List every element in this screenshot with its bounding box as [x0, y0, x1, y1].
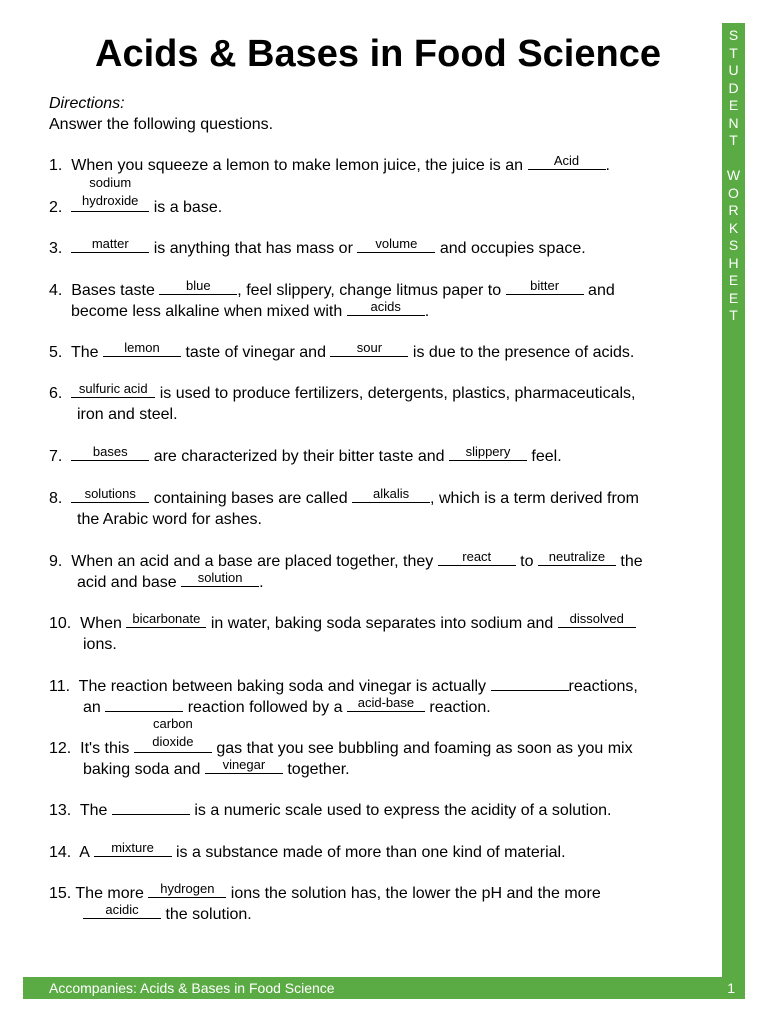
answer-blank[interactable] — [357, 238, 435, 253]
answer-blank[interactable] — [347, 697, 425, 712]
answer-blank[interactable] — [491, 676, 569, 691]
question-text: The more — [75, 885, 144, 902]
question-number: 10. — [49, 615, 72, 632]
question-text: acid and base — [77, 574, 177, 591]
answer-blank[interactable] — [159, 280, 237, 295]
answer-text: bicarbonate — [132, 611, 201, 626]
answer-blank[interactable] — [352, 488, 430, 503]
question-number: 1. — [49, 157, 63, 174]
answer-blank[interactable] — [105, 697, 183, 712]
question-text: together. — [287, 761, 350, 778]
answer-text: acids — [370, 299, 401, 314]
question-number: 2. — [49, 199, 63, 216]
question-text: is used to produce fertilizers, detergents, plastics, pharmaceuticals, — [159, 385, 636, 402]
question-text: reactions, — [568, 678, 638, 695]
answer-blank[interactable] — [134, 716, 212, 753]
question-number: 4. — [49, 282, 63, 299]
answer-blank[interactable] — [438, 551, 516, 566]
answer-text: sodium hydroxide — [82, 175, 139, 208]
student-worksheet-label: S T U D E N T W O R K S H E E T — [726, 27, 741, 323]
answer-text: solution — [197, 570, 243, 585]
question-text: The — [79, 802, 108, 819]
question-text: containing bases are called — [153, 490, 348, 507]
question-text: the solution. — [165, 906, 252, 923]
question-5 — [49, 342, 709, 363]
answer-text: carbon dioxide — [152, 716, 194, 749]
answer-blank[interactable] — [71, 488, 149, 503]
answer-text: acidic — [105, 902, 139, 917]
answer-blank[interactable] — [94, 842, 172, 857]
question-text: and occupies space. — [439, 240, 586, 257]
footer-text: Accompanies: Acids & Bases in Food Science — [49, 980, 335, 996]
question-text: reaction. — [429, 699, 491, 716]
question-text: become less alkaline when mixed with — [71, 303, 343, 320]
directions-label: Directions: — [49, 95, 125, 112]
answer-text: vinegar — [222, 757, 266, 772]
question-text: an — [83, 699, 101, 716]
answer-text: acid-base — [357, 695, 415, 710]
answer-blank[interactable] — [528, 155, 606, 170]
question-text: ions the solution has, the lower the pH and the more — [230, 885, 601, 902]
answer-text: bitter — [530, 278, 560, 293]
question-text: The reaction between baking soda and vinegar is actually — [78, 678, 487, 695]
question-number: 15. — [49, 885, 72, 902]
question-text: Bases taste — [71, 282, 155, 299]
question-text: reaction followed by a — [187, 699, 343, 716]
answer-text: hydrogen — [160, 881, 215, 896]
question-2 — [49, 175, 709, 218]
question-number: 8. — [49, 490, 63, 507]
question-3 — [49, 238, 709, 259]
answer-blank[interactable] — [71, 446, 149, 461]
question-6 — [49, 383, 709, 425]
answer-blank[interactable] — [71, 238, 149, 253]
page-number: 1 — [727, 980, 735, 996]
answer-text: Acid — [553, 153, 580, 168]
question-15 — [49, 883, 709, 925]
question-text: , feel slippery, change litmus paper to — [237, 282, 502, 299]
answer-text: solutions — [84, 486, 136, 501]
question-text: the Arabic word for ashes. — [77, 511, 262, 528]
answer-blank[interactable] — [205, 759, 283, 774]
question-text: When you squeeze a lemon to make lemon juice, the juice is an — [71, 157, 524, 174]
answer-text: dissolved — [569, 611, 624, 626]
question-text: taste of vinegar and — [185, 344, 326, 361]
answer-blank[interactable] — [112, 800, 190, 815]
question-text: to — [520, 553, 534, 570]
answer-blank[interactable] — [71, 383, 155, 398]
question-text: . — [259, 574, 264, 591]
question-10 — [49, 613, 709, 655]
question-1 — [49, 155, 709, 176]
question-text: are characterized by their bitter taste and — [153, 448, 445, 465]
answer-text: sour — [356, 340, 383, 355]
answer-text: react — [462, 549, 492, 564]
answer-blank[interactable] — [103, 342, 181, 357]
question-text: gas that you see bubbling and foaming as soon as you mix — [216, 740, 633, 757]
question-text: in water, baking soda separates into sodium and — [210, 615, 554, 632]
page-title: Acids & Bases in Food Science — [95, 33, 661, 75]
answer-blank[interactable] — [148, 883, 226, 898]
answer-text: lemon — [124, 340, 160, 355]
question-4 — [49, 280, 709, 322]
answer-text: slippery — [465, 444, 511, 459]
answer-text: mixture — [111, 840, 154, 855]
question-number: 3. — [49, 240, 63, 257]
answer-blank[interactable] — [538, 551, 616, 566]
question-text: the — [620, 553, 643, 570]
question-7 — [49, 446, 709, 467]
question-text: is anything that has mass or — [153, 240, 353, 257]
answer-blank[interactable] — [71, 175, 149, 212]
answer-text: sulfuric acid — [78, 381, 148, 396]
question-text: is a substance made of more than one kind of material. — [175, 844, 566, 861]
question-number: 14. — [49, 844, 72, 861]
question-number: 11. — [49, 678, 71, 695]
question-12 — [49, 716, 709, 780]
answer-blank[interactable] — [449, 446, 527, 461]
question-text: is due to the presence of acids. — [412, 344, 635, 361]
directions-text: Answer the following questions. — [49, 116, 274, 133]
question-text: is a numeric scale used to express the acidity of a solution. — [194, 802, 612, 819]
question-text: iron and steel. — [77, 406, 178, 423]
answer-blank[interactable] — [330, 342, 408, 357]
answer-text: bases — [92, 444, 128, 459]
question-8 — [49, 488, 709, 530]
student-worksheet-band — [722, 23, 745, 977]
answer-blank[interactable] — [558, 613, 636, 628]
answer-text: neutralize — [548, 549, 606, 564]
question-number: 13. — [49, 802, 72, 819]
question-text: . — [424, 303, 430, 320]
question-number: 9. — [49, 553, 63, 570]
answer-text: blue — [186, 278, 211, 293]
question-11 — [49, 676, 709, 718]
answer-text: matter — [91, 236, 129, 251]
question-text: and — [588, 282, 615, 299]
question-text: feel. — [531, 448, 562, 465]
question-text: A — [79, 844, 90, 861]
question-9 — [49, 551, 709, 593]
question-14 — [49, 842, 709, 863]
question-text: When — [80, 615, 122, 632]
question-text: ions. — [83, 636, 117, 653]
answer-blank[interactable] — [347, 301, 425, 316]
answer-text: alkalis — [372, 486, 410, 501]
footer — [23, 977, 745, 999]
question-number: 5. — [49, 344, 63, 361]
answer-blank[interactable] — [181, 572, 259, 587]
question-text: is a base. — [153, 199, 223, 216]
answer-blank[interactable] — [126, 613, 206, 628]
question-text: The — [70, 344, 99, 361]
question-text: , which is a term derived from — [430, 490, 639, 507]
question-number: 6. — [49, 385, 63, 402]
answer-blank[interactable] — [506, 280, 584, 295]
question-text: . — [605, 157, 610, 174]
question-number: 7. — [49, 448, 63, 465]
answer-blank[interactable] — [83, 904, 161, 919]
answer-text: volume — [375, 236, 418, 251]
question-text: When an acid and a base are placed together, they — [71, 553, 434, 570]
directions — [49, 93, 273, 135]
question-number: 12. — [49, 740, 72, 757]
question-13 — [49, 800, 709, 821]
question-text: baking soda and — [83, 761, 201, 778]
question-text: It's this — [80, 740, 130, 757]
